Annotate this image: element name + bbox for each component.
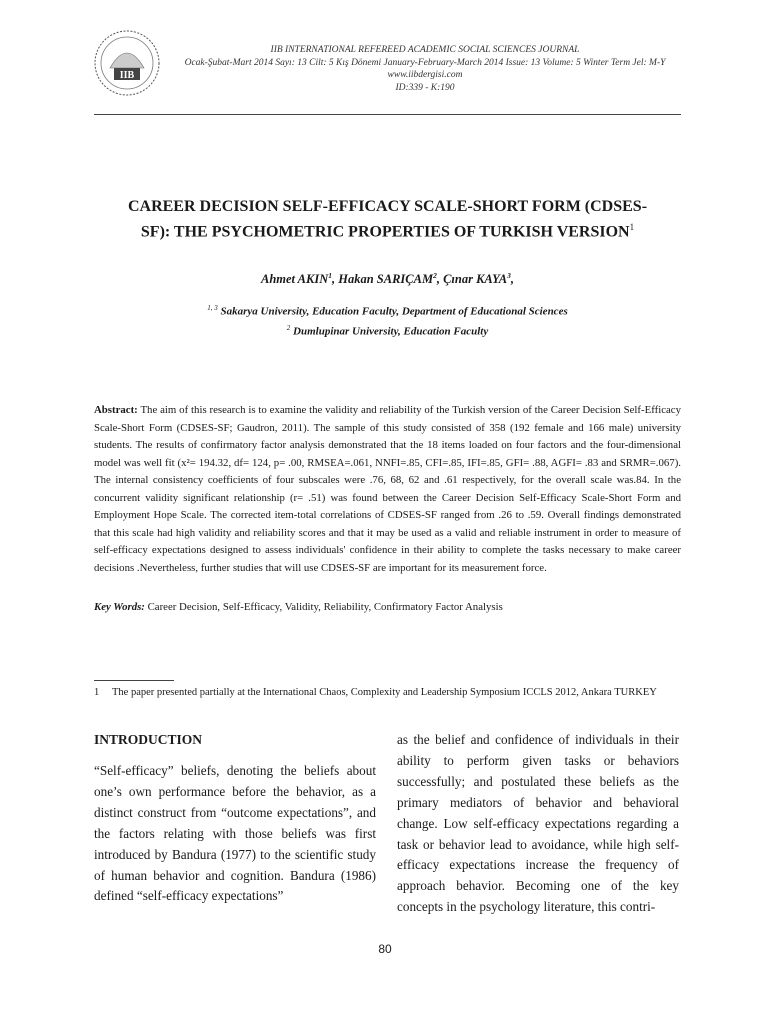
journal-url[interactable]: www.iibdergisi.com (387, 70, 463, 80)
journal-header (160, 44, 690, 94)
footnote (94, 685, 681, 701)
author-end: , (510, 272, 515, 287)
affiliation-2-sup: 2 (286, 324, 291, 332)
author-3: Çınar KAYA (443, 272, 508, 287)
journal-issue: Ocak-Şubat-Mart 2014 Sayı: 13 Cilt: 5 Kış Dönemi January-February-March 2014 Issue: 13 Volume: 5 Winter Term Jel: M-Y (184, 57, 666, 68)
title-footnote-mark[interactable]: 1 (629, 222, 635, 232)
author-sep-2: , (436, 272, 444, 287)
author-2: Hakan SARIÇAM (338, 272, 434, 287)
author-3-sup: 3 (507, 271, 511, 280)
affiliation-2 (94, 324, 681, 338)
header-divider (94, 114, 681, 115)
affiliation-1 (94, 304, 681, 318)
footnote-text: The paper presented partially at the International Chaos, Complexity and Leadership Symposium ICCLS 2012, Ankara TURKEY (112, 687, 657, 698)
footnote-divider (94, 680, 174, 681)
body-column-left (94, 730, 376, 907)
page-number: 80 (378, 942, 392, 956)
abstract (94, 402, 681, 577)
footnote-number: 1 (94, 687, 100, 698)
keywords (94, 601, 681, 613)
section-heading: INTRODUCTION (94, 732, 203, 747)
journal-logo-icon (92, 28, 162, 98)
logo-text: IIB (119, 70, 135, 81)
author-list (94, 271, 681, 287)
keywords-text: Career Decision, Self-Efficacy, Validity, Reliability, Confirmatory Factor Analysis (144, 601, 503, 613)
paper-title (94, 197, 681, 242)
abstract-text: The aim of this research is to examine the validity and reliability of the Turkish version of the Career Decision Self-Efficacy Scale-Short Form (CDSES-SF; Gaudron, 2011). The sample of this study consisted of 358 (192 female and 166 male) university students. The results of confirmatory factor analysis demonstrated that the 18 items loaded on four factors and the four-dimensional model was well fit (x²= 194.32, df= 124, p= .00, RMSEA=.061, NNFI=.85, CFI=.85, IFI=.85, GFI= .88, AGFI= .83 and SRMR=.067). The internal consistency coefficients of four subscales were .76, 68, 62 and .61 respectively, for the overall scale was.84. In the concurrent validity significant relationship (r= .51) was found between the Career Decision Self-Efficacy Scale-Short Form and Employment Hope Scale. The corrected item-total correlations of CDSES-SF ranged from .26 to .59. Overall findings demonstrated that this scale had high validity and reliability scores and that it may be used as a valid and reliable instrument in order to measure of self-efficacy expectations designed to assess individuals' confidence in their ability to complete the tasks necessary to make career decisions .Nevertheless, further studies that will use CDSES-SF are important for its measurement force. (94, 404, 681, 574)
body-column-right (397, 730, 679, 918)
body-paragraph-right: as the belief and confidence of individuals in their ability to perform given tasks or behaviors successfully; and postulated these beliefs as the primary mediators of behavior and behavioral change. Low self-efficacy expectations regarding a task or behavior lead to avoidance, while high self-efficacy expectations increase the frequency of approach behavior. Becoming one of the key concepts in the psychology literature, this contri- (397, 732, 679, 915)
body-paragraph-left: “Self-efficacy” beliefs, denoting the beliefs about one’s own performance before the behavior, as a distinct construct from “outcome expectations”, and the factors relating with those beliefs was first introduced by Bandura (1977) to the scientific study of human behavior and cognition. Bandura (1986) defined “self-efficacy expectations” (94, 763, 376, 904)
author-1: Ahmet AKIN (260, 272, 329, 287)
author-2-sup: 2 (433, 271, 437, 280)
affiliation-2-text: Dumlupinar University, Education Faculty (293, 325, 489, 338)
journal-id: ID:339 - K:190 (395, 82, 455, 93)
affiliation-1-sup: 1, 3 (207, 304, 218, 312)
title-line-1: CAREER DECISION SELF-EFFICACY SCALE-SHORT FORM (CDSES- (127, 198, 648, 215)
affiliation-1-text: Sakarya University, Education Faculty, Department of Educational Sciences (220, 305, 568, 318)
keywords-label: Key Words: (94, 601, 145, 613)
title-line-2: SF): THE PSYCHOMETRIC PROPERTIES OF TURKISH VERSION (140, 223, 630, 241)
journal-name: IIB INTERNATIONAL REFEREED ACADEMIC SOCIAL SCIENCES JOURNAL (270, 45, 580, 55)
abstract-label: Abstract: (94, 404, 138, 416)
author-sep-1: , (332, 272, 339, 287)
author-1-sup: 1 (328, 271, 332, 280)
